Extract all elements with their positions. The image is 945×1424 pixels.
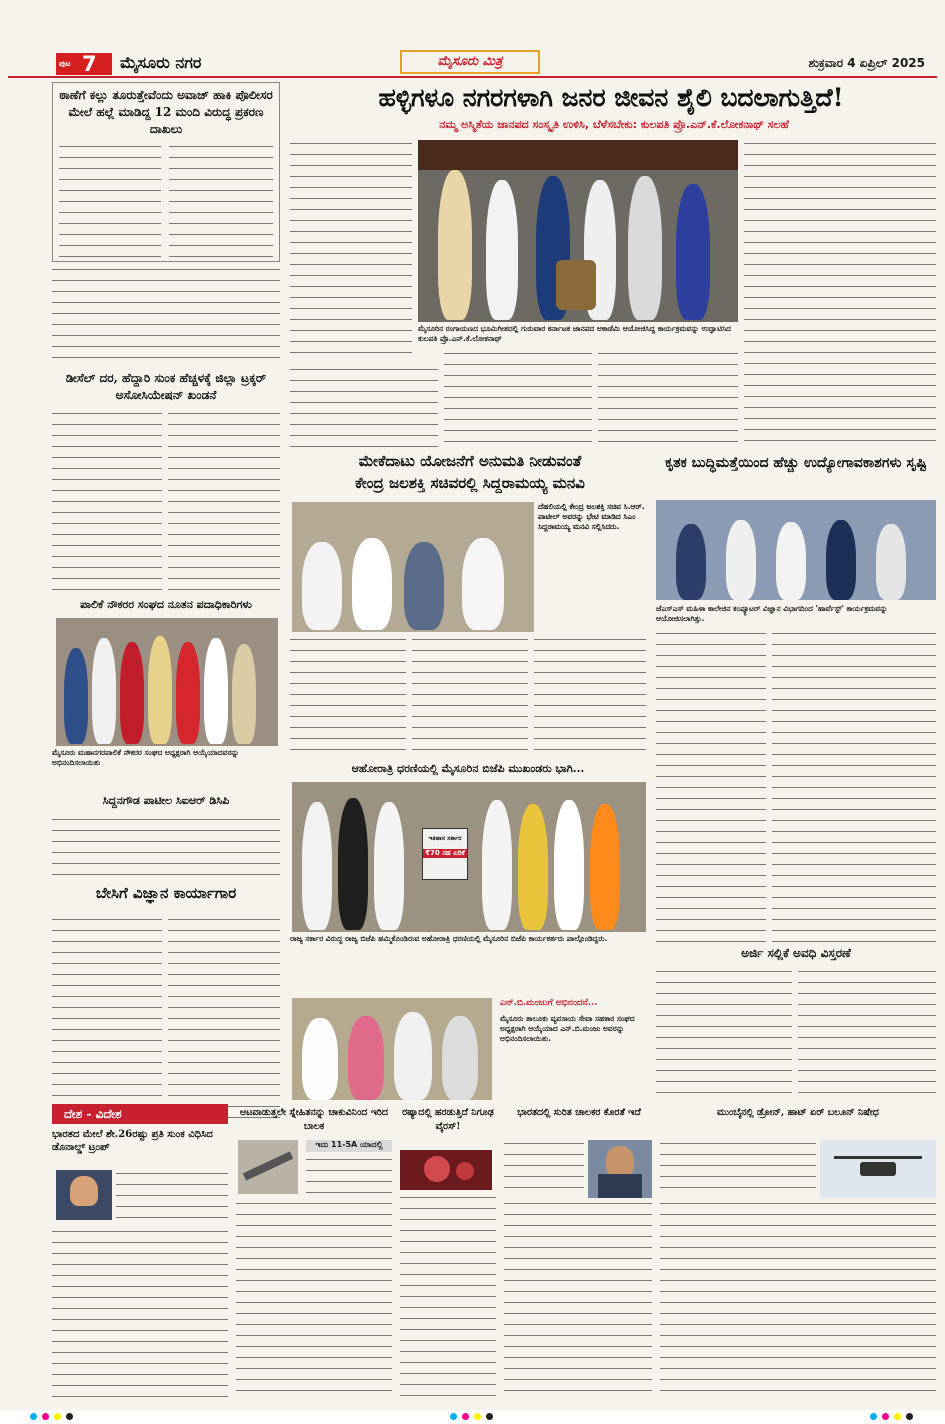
story-body <box>59 143 161 259</box>
main-headline: ಹಳ್ಳಿಗಳೂ ನಗರಗಳಾಗಿ ಜನರ ಜೀವನ ಶೈಲಿ ಬದಲಾಗುತ್ತಿದೆ! <box>378 83 844 112</box>
bjp-headline: ಆಹೋರಾತ್ರಿ ಧರಣಿಯಲ್ಲಿ ಮೈಸೂರಿನ ಬಿಜೆಪಿ ಮುಖಂಡರು ಭಾಗಿ... <box>351 762 585 775</box>
trump-photo <box>56 1170 112 1220</box>
main-photo-caption: ಮೈಸೂರಿನ ರಂಗಾಯಣದ ಭೂಮಿಗೀತದಲ್ಲಿ ಗುರುವಾರ ಕರ್ನಾಟಕ ಜಾನಪದ ಅಕಾಡೆಮಿ ಆಯೋಜಿಸಿದ್ದ ಕಾರ್ಯಕ್ರಮವನ್ನು ಉದ್ಘಾಟಿಸಿದ ಕುಲಪತಿ ಪ್ರೊ.ಎನ್.ಕೆ.ಲೋಕನಾಥ್ <box>418 324 738 346</box>
story-body <box>504 1200 652 1398</box>
story-body <box>52 266 280 362</box>
story-body <box>169 143 273 259</box>
mekedatu-headline-2: ಕೇಂದ್ರ ಜಲಶಕ್ತಿ ಸಚಿವರಲ್ಲಿ ಸಿದ್ದರಾಮಯ್ಯ ಮನವಿ <box>355 474 585 492</box>
story-body <box>116 1170 228 1226</box>
page-number: 7 <box>82 52 97 76</box>
story-police <box>52 82 280 262</box>
mekedatu-headline-1: ಮೇಕೆದಾಟು ಯೋಜನೆಗೆ ಅನುಮತಿ ನೀಡುವಂತೆ <box>358 452 582 470</box>
manjunath-caption: ಮೈಸೂರು ತಾಲೂಕು ವ್ಯವಸಾಯ ಸೇವಾ ಸಹಕಾರ ಸಂಘದ ಅಧ್ಯಕ್ಷರಾಗಿ ಆಯ್ಕೆಯಾದ ಎನ್.ಬಿ.ಮಂಜು ಅವರನ್ನು ಅಭಿನಂದಿಸಲಾಯಿತು. <box>500 1014 635 1043</box>
story-body <box>504 1140 584 1196</box>
palike-headline: ಪಾಲಿಕೆ ನೌಕರರ ಸಂಘದ ನೂತನ ಪದಾಧಿಕಾರಿಗಳು <box>80 598 252 611</box>
main-subheadline: ನಮ್ಮ ಅಸ್ಮಿತೆಯ ಜಾನಪದ ಸಂಸ್ಕೃತಿ ಉಳಿಸಿ, ಬೆಳೆಸಬೇಕು: ಕುಲಪತಿ ಪ್ರೊ.ಎನ್.ಕೆ.ಲೋಕನಾಥ್ ಸಲಹೆ <box>439 118 789 131</box>
story-body <box>168 410 280 590</box>
story-body <box>52 916 162 1126</box>
page-number-badge <box>56 53 112 75</box>
issue-date: ಶುಕ್ರವಾರ 4 ಏಪ್ರಿಲ್ 2025 <box>808 56 925 70</box>
page-label: ಪುಟ <box>59 59 71 68</box>
drone-photo <box>820 1140 936 1198</box>
krutaka-caption: ಜೆಎಸ್‌ಎಸ್ ಮಹಿಳಾ ಕಾಲೇಜಿನ ಕಂಪ್ಯೂಟರ್ ವಿಜ್ಞಾನ ವಿಭಾಗದಿಂದ 'ಹಾರ್ವೆಸ್ಟ್' ಕಾರ್ಯಕ್ರಮವನ್ನು ಆಯೋಜಿಸಲಾಗಿತ್ತು. <box>656 604 888 623</box>
story-body <box>306 1156 392 1196</box>
main-story-body <box>290 366 438 450</box>
bjp-photo <box>292 782 646 932</box>
mekedatu-side-caption: ದೆಹಲಿಯಲ್ಲಿ ಕೇಂದ್ರ ಜಲಶಕ್ತಿ ಸಚಿವ ಸಿ.ಆರ್. ಪಾಟೀಲ್ ಅವರನ್ನು ಭೇಟಿ ಮಾಡಿದ ಸಿಎಂ ಸಿದ್ದರಾಮಯ್ಯ ಮನವಿ ಸಲ್ಲಿಸಿದರು. <box>538 502 645 531</box>
virus-headline: ರಷ್ಯಾದಲ್ಲಿ ಹರಡುತ್ತಿದೆ ನಿಗೂಢ ವೈರಸ್! <box>402 1107 494 1132</box>
main-story-body <box>598 350 738 450</box>
story-body <box>400 1194 496 1398</box>
drone-headline: ಮುಂಬೈನಲ್ಲಿ ಡ್ರೋನ್, ಹಾಟ್ ಏರ್ ಬಲೂನ್ ನಿಷೇಧ <box>717 1107 879 1118</box>
palike-caption: ಮೈಸೂರು ಮಹಾನಗರಪಾಲಿಕೆ ನೌಕರರ ಸಂಘದ ಅಧ್ಯಕ್ಷರಾಗಿ ಆಯ್ಕೆಯಾದವರನ್ನು ಅಭಿನಂದಿಸಲಾಯಿತು <box>52 748 239 767</box>
main-photo <box>418 140 738 322</box>
knife-headline: ಆಟವಾಡುತ್ತಲೇ ಸ್ನೇಹಿತನನ್ನು ಚಾಕುವಿನಿಂದ ಇರಿದ ಬಾಲಕ <box>239 1107 389 1132</box>
besige-headline: ಬೇಸಿಗೆ ವಿಜ್ಞಾನ ಕಾರ್ಯಾಗಾರ <box>95 884 237 902</box>
story-body <box>656 630 766 942</box>
story-body <box>412 636 528 760</box>
story-headline: ಠಾಣೆಗೆ ಕಲ್ಲು ತೂರುತ್ತೇವೆಂದು ಅವಾಜ್ ಹಾಕಿ ಪೊಲೀಸರ ಮೇಲೆ ಹಲ್ಲೆ ಮಾಡಿದ್ದ 12 ಮಂದಿ ವಿರುದ್ಧ ಪ್ರಕರಣ ದಾಖಲು <box>59 88 273 136</box>
chalaka-headline: ಭಾರತದಲ್ಲಿ ಸುರಿತ ಚಾಲಕರ ಕೊರತೆ ಇದೆ <box>517 1107 641 1118</box>
protest-sign-price: ₹70 ಸಹ ಏರಿಕೆ <box>423 849 467 858</box>
story-body <box>52 816 280 880</box>
virus-photo <box>400 1150 492 1190</box>
story-body <box>236 1200 392 1398</box>
protest-sign-text: ಇತಿಹಾಸ ಸರ್ಕಾರ <box>428 835 462 842</box>
bjp-caption: ರಾಜ್ಯ ಸರ್ಕಾರ ವಿರುದ್ಧ ರಾಜ್ಯ ಬಿಜೆಪಿ ಹಮ್ಮಿಕೊಂಡಿರುವ ಅಹೋರಾತ್ರಿ ಧರಣಿಯಲ್ಲಿ ಮೈಸೂರಿನ ಬಿಜೆಪಿ ಕಾರ್ಯಕರ್ತರು ಪಾಲ್ಗೊಂಡಿದ್ದರು. <box>290 934 608 943</box>
manjunath-headline: ಎನ್.ಬಿ.ಮಂಜುಗೆ ಅಭಿನಂದನೆ... <box>500 998 598 1008</box>
arji-headline: ಅರ್ಜಿ ಸಲ್ಲಿಕೆ ಅವಧಿ ವಿಸ್ತರಣೆ <box>741 946 851 960</box>
desha-videsha-label: ದೇಶ - ವಿದೇಶ <box>52 1104 228 1124</box>
siddana-headline: ಸಿದ್ದನಗೌಡ ಪಾಟೀಲ ಸಿಐಆರ್ ಡಿಸಿಪಿ <box>102 794 230 807</box>
manjunath-photo <box>292 998 492 1100</box>
story-body <box>656 968 792 1100</box>
trump-headline: ಭಾರತದ ಮೇಲೆ ಶೇ.26ರಷ್ಟು ಪ್ರತಿ ಸುಂಕ ವಿಧಿಸಿದ ಡೊನಾಲ್ಡ್ ಟ್ರಂಪ್ <box>52 1129 213 1153</box>
knife-photo <box>238 1140 298 1194</box>
story-body <box>660 1140 816 1196</box>
story-body <box>52 410 162 590</box>
palike-photo <box>56 618 278 746</box>
newspaper-logo: ಮೈಸೂರು ಮಿತ್ರ <box>400 50 540 74</box>
main-story-body <box>744 140 936 450</box>
story-body <box>660 1200 936 1398</box>
story-body <box>290 636 406 760</box>
diesel-headline: ಡೀಸೆಲ್ ದರ, ಹೆದ್ದಾರಿ ಸುಂಕ ಹೆಚ್ಚಳಕ್ಕೆ ಜಿಲ್ಲಾ ಟ್ರಕ್ಕರ್ ಅಸೋಸಿಯೇಷನ್ ಖಂಡನೆ <box>65 371 267 402</box>
krutaka-photo <box>656 500 936 600</box>
section-title: ಮೈಸೂರು ನಗರ <box>120 53 202 72</box>
print-registration-strip <box>0 1410 945 1424</box>
chalaka-photo <box>588 1140 652 1198</box>
knife-photo-tag: ಇದು 11-5A ಯಾದಲ್ಲಿ <box>306 1140 392 1152</box>
main-story-body <box>444 350 592 450</box>
story-body <box>168 916 280 1126</box>
story-body <box>52 1228 228 1398</box>
mekedatu-photo <box>292 502 534 632</box>
main-story-body <box>290 140 412 362</box>
story-body <box>798 968 936 1100</box>
story-body <box>772 630 936 942</box>
story-body <box>534 636 646 760</box>
krutaka-headline: ಕೃತಕ ಬುದ್ಧಿಮತ್ತೆಯಿಂದ ಹೆಚ್ಚು ಉದ್ಯೋಗಾವಕಾಶಗಳು ಸೃಷ್ಟಿ <box>665 455 927 471</box>
